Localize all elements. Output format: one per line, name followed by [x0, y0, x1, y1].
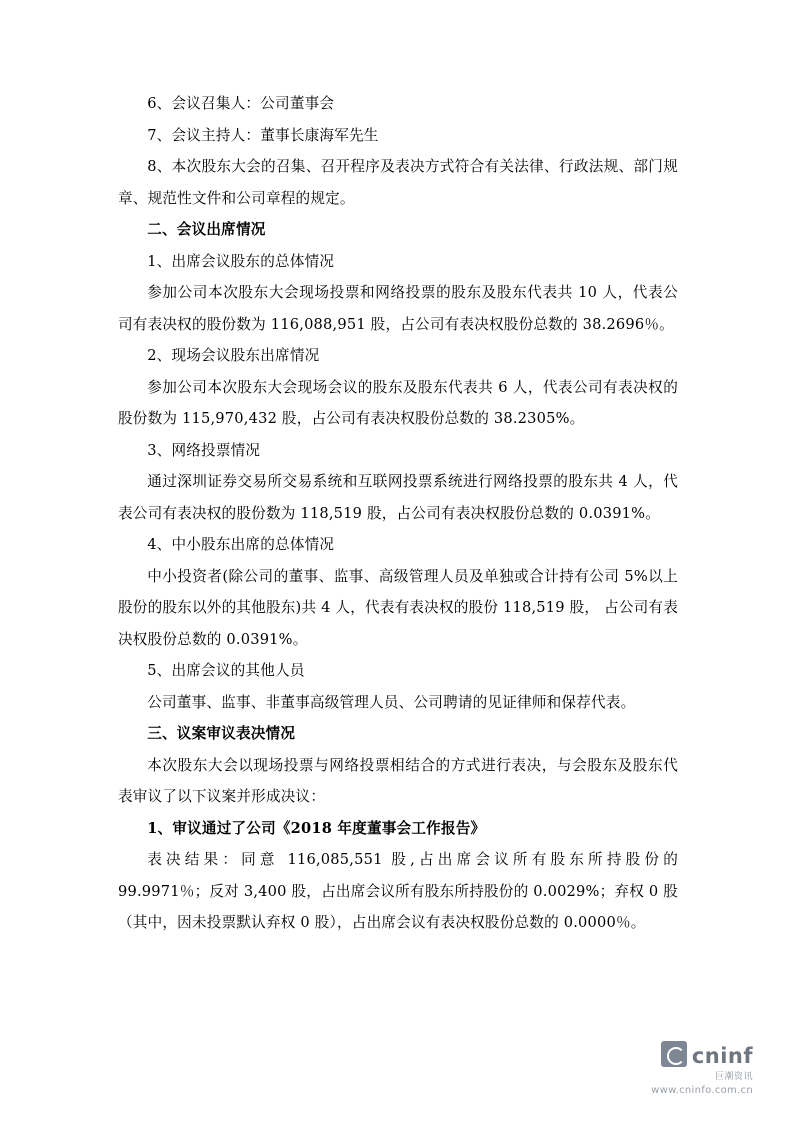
section-heading: 三、议案审议表决情况 [147, 725, 296, 742]
paragraph: 5、出席会议的其他人员 [147, 662, 305, 679]
paragraph: 公司董事、监事、非董事高级管理人员、公司聘请的见证律师和保荐代表。 [147, 693, 636, 711]
subsection-heading: 1、审议通过了公司《2018 年度董事会工作报告》 [147, 819, 486, 837]
paragraph: 8、本次股东大会的召集、召开程序及表决方式符合有关法律、行政法规、部门规章、规范性文件和公司章程的规定。 [118, 158, 678, 207]
paragraph: 1、出席会议股东的总体情况 [147, 252, 335, 270]
paragraph: 中小投资者(除公司的董事、监事、高级管理人员及单独或合计持有公司 5%以上股份的股东以外的其他股东)共 4 人，代表有表决权的股份 118,519 股， 占公司有表决权股份总数的 0.0391%。 [118, 567, 678, 648]
paragraph: 3、网络投票情况 [147, 441, 261, 459]
paragraph: 参加公司本次股东大会现场会议的股东及股东代表共 6 人，代表公司有表决权的股份数为 115,970,432 股，占公司有表决权股份总数的 38.2305%。 [118, 378, 678, 427]
footer-watermark [603, 1041, 753, 1096]
logo-text: cninf [691, 1044, 753, 1068]
logo-url: www.cninfo.com.cn [651, 1085, 753, 1096]
cninfo-logo-icon [661, 1041, 687, 1067]
paragraph: 参加公司本次股东大会现场投票和网络投票的股东及股东代表共 10 人，代表公司有表决权的股份数为 116,088,951 股，占公司有表决权股份总数的 38.2696％。 [118, 284, 678, 333]
paragraph: 2、现场会议股东出席情况 [147, 347, 320, 364]
paragraph: 表决结果：同意 116,085,551 股,占出席会议所有股东所持股份的 99.9971％；反对 3,400 股，占出席会议所有股东所持股份的 0.0029%；弃权 0 股（其中，因未投票默认弃权 0 股），占出席会议有表决权股份总数的 0.0000％。 [118, 851, 678, 931]
logo-row [603, 1041, 753, 1067]
paragraph: 6、会议召集人：公司董事会 [147, 95, 335, 112]
paragraph: 通过深圳证券交易所交易系统和互联网投票系统进行网络投票的股东共 4 人，代表公司有表决权的股份数为 118,519 股，占公司有表决权股份总数的 0.0391%。 [118, 473, 678, 522]
logo-subtitle: 巨潮资讯 [714, 1072, 753, 1082]
paragraph: 7、会议主持人：董事长康海军先生 [147, 126, 379, 144]
paragraph: 4、中小股东出席的总体情况 [147, 536, 335, 553]
paragraph: 本次股东大会以现场投票与网络投票相结合的方式进行表决，与会股东及股东代表审议了以下议案并形成决议： [118, 756, 678, 805]
document-body [118, 88, 678, 939]
section-heading: 二、会议出席情况 [147, 221, 266, 238]
